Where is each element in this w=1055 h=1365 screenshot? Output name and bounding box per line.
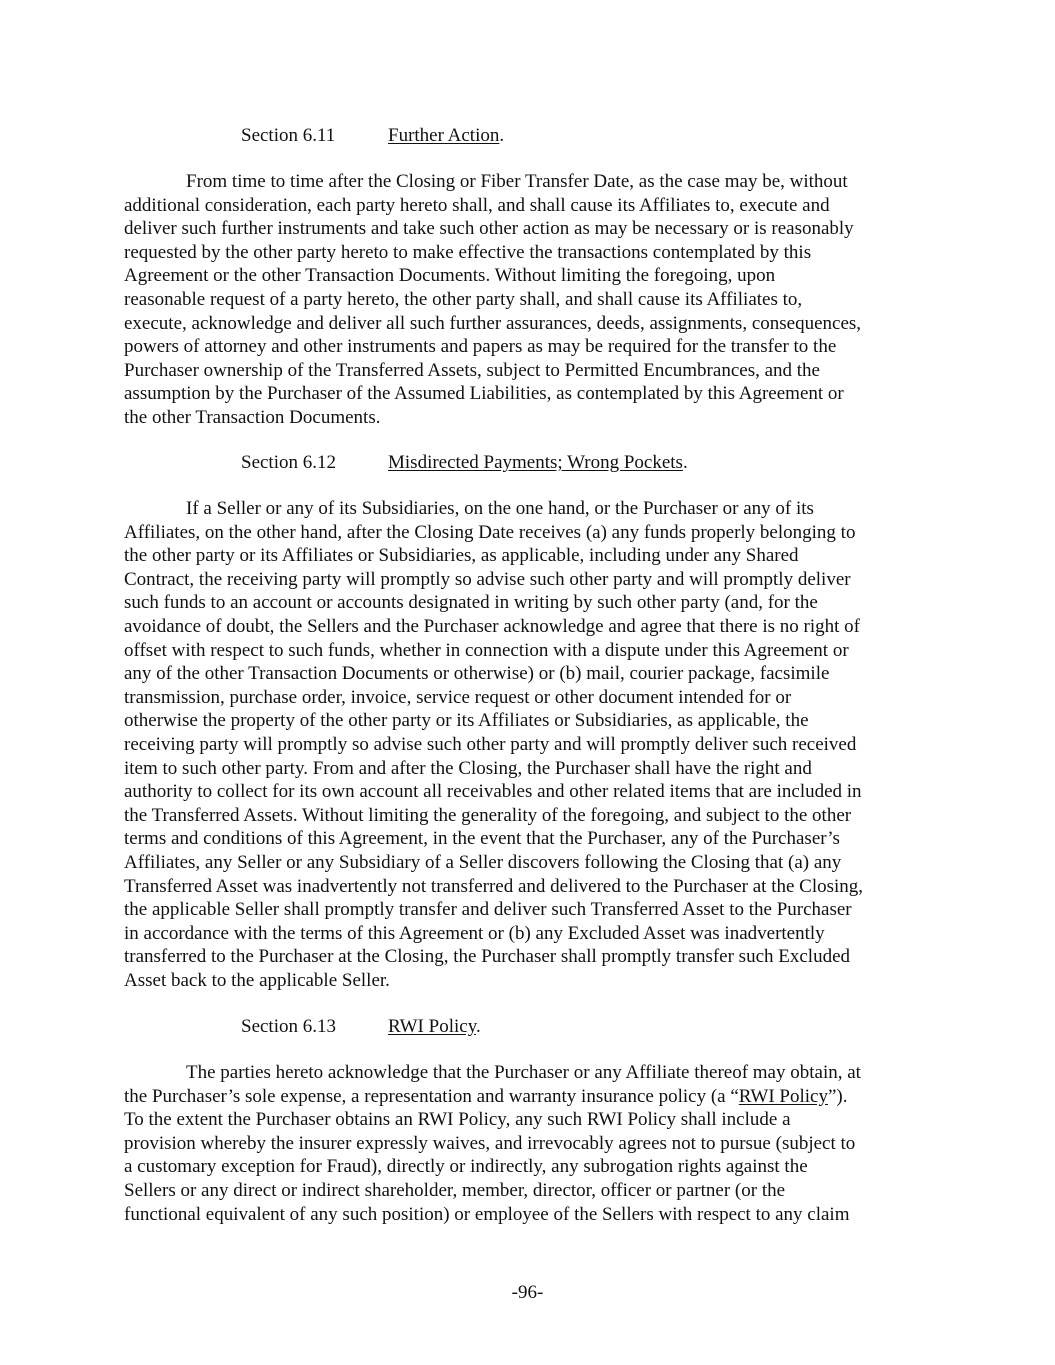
paragraph-line: To the extent the Purchaser obtains an RWI Policy, any such RWI Policy shall include a <box>124 1109 791 1131</box>
section-title: Further Action <box>388 125 500 146</box>
paragraph-line: powers of attorney and other instruments and papers as may be required for the transfer to the <box>124 336 837 358</box>
paragraph-line: From time to time after the Closing or Fiber Transfer Date, as the case may be, without <box>186 171 848 192</box>
section-heading-6-12 <box>241 451 688 475</box>
paragraph-line: offset with respect to such funds, whether in connection with a dispute under this Agreement or <box>124 639 849 661</box>
section-heading-6-13 <box>241 1015 481 1039</box>
section-title-period: . <box>682 452 688 473</box>
paragraph-line-defined-term <box>124 1085 934 1109</box>
line-text: the Purchaser’s sole expense, a representation and warranty insurance policy (a “ <box>124 1085 739 1107</box>
paragraph-line: Affiliates, any Seller or any Subsidiary of a Seller discovers following the Closing that (a) any <box>124 851 842 873</box>
page-number: -96- <box>511 1282 544 1303</box>
defined-term-rwi-policy: RWI Policy <box>738 1085 828 1107</box>
section-number: Section 6.13 <box>241 1016 336 1037</box>
section-6-11-paragraph <box>124 170 934 430</box>
paragraph-line: provision whereby the insurer expressly waives, and irrevocably agrees not to pursue (subject to <box>124 1132 856 1154</box>
paragraph-line: in accordance with the terms of this Agreement or (b) any Excluded Asset was inadvertently <box>124 922 825 944</box>
paragraph-line: such funds to an account or accounts designated in writing by such other party (and, for the <box>124 592 818 614</box>
section-title-period: . <box>499 125 505 146</box>
section-title: Misdirected Payments; Wrong Pockets <box>388 452 683 473</box>
paragraph-line: The parties hereto acknowledge that the Purchaser or any Affiliate thereof may obtain, at <box>186 1062 861 1083</box>
paragraph-line: Purchaser ownership of the Transferred Assets, subject to Permitted Encumbrances, and the <box>124 359 820 381</box>
paragraph-line: transferred to the Purchaser at the Closing, the Purchaser shall promptly transfer such Excluded <box>124 946 851 968</box>
paragraph-line: execute, acknowledge and deliver all such further assurances, deeds, assignments, consequences, <box>124 312 862 334</box>
paragraph-line: terms and conditions of this Agreement, in the event that the Purchaser, any of the Purchaser’s <box>124 828 840 850</box>
section-6-13-paragraph <box>124 1061 934 1226</box>
paragraph-line: additional consideration, each party hereto shall, and shall cause its Affiliates to, execute and <box>124 194 830 216</box>
paragraph-line: If a Seller or any of its Subsidiaries, on the one hand, or the Purchaser or any of its <box>186 498 814 519</box>
paragraph-line: Contract, the receiving party will promptly so advise such other party and will promptly deliver <box>124 568 851 590</box>
paragraph-line: avoidance of doubt, the Sellers and the Purchaser acknowledge and agree that there is no right of <box>124 615 860 637</box>
section-title-period: . <box>475 1016 481 1037</box>
paragraph-line: item to such other party. From and after the Closing, the Purchaser shall have the right and <box>124 757 812 779</box>
paragraph-line: a customary exception for Fraud), directly or indirectly, any subrogation rights against the <box>124 1156 808 1178</box>
paragraph-line: the applicable Seller shall promptly transfer and deliver such Transferred Asset to the Purchaser <box>124 899 852 921</box>
paragraph-line: functional equivalent of any such position) or employee of the Sellers with respect to any claim <box>124 1203 850 1225</box>
paragraph-line: Affiliates, on the other hand, after the Closing Date receives (a) any funds properly belonging to <box>124 521 856 543</box>
paragraph-line: assumption by the Purchaser of the Assumed Liabilities, as contemplated by this Agreement or <box>124 383 844 405</box>
section-number: Section 6.11 <box>241 125 336 146</box>
paragraph-line: deliver such further instruments and take such other action as may be necessary or is reasonably <box>124 218 854 240</box>
paragraph-line: receiving party will promptly so advise such other party and will promptly deliver such received <box>124 733 857 755</box>
paragraph-line: Agreement or the other Transaction Documents. Without limiting the foregoing, upon <box>124 265 776 287</box>
paragraph-line: the Transferred Assets. Without limiting the generality of the foregoing, and subject to the other <box>124 804 852 826</box>
section-heading-6-11 <box>241 124 504 148</box>
paragraph-line: the other Transaction Documents. <box>124 406 381 428</box>
paragraph-line: Asset back to the applicable Seller. <box>124 969 390 991</box>
paragraph-line: Sellers or any direct or indirect shareholder, member, director, officer or partner (or the <box>124 1179 786 1201</box>
paragraph-line: transmission, purchase order, invoice, service request or other document intended for or <box>124 686 792 708</box>
line-text: ”). <box>828 1085 848 1107</box>
paragraph-line: requested by the other party hereto to make effective the transactions contemplated by this <box>124 241 812 263</box>
section-title: RWI Policy <box>388 1016 476 1037</box>
paragraph-line: reasonable request of a party hereto, the other party shall, and shall cause its Affiliates to, <box>124 288 803 310</box>
paragraph-line: any of the other Transaction Documents or otherwise) or (b) mail, courier package, facsimile <box>124 663 830 685</box>
paragraph-line: authority to collect for its own account all receivables and other related items that are included in <box>124 781 862 803</box>
paragraph-line: Transferred Asset was inadvertently not transferred and delivered to the Purchaser at the Closing, <box>124 875 864 897</box>
paragraph-line: the other party or its Affiliates or Subsidiaries, as applicable, including under any Shared <box>124 545 799 567</box>
paragraph-line: otherwise the property of the other party or its Affiliates or Subsidiaries, as applicable, the <box>124 710 809 732</box>
section-6-12-paragraph <box>124 497 934 992</box>
section-number: Section 6.12 <box>241 452 336 473</box>
